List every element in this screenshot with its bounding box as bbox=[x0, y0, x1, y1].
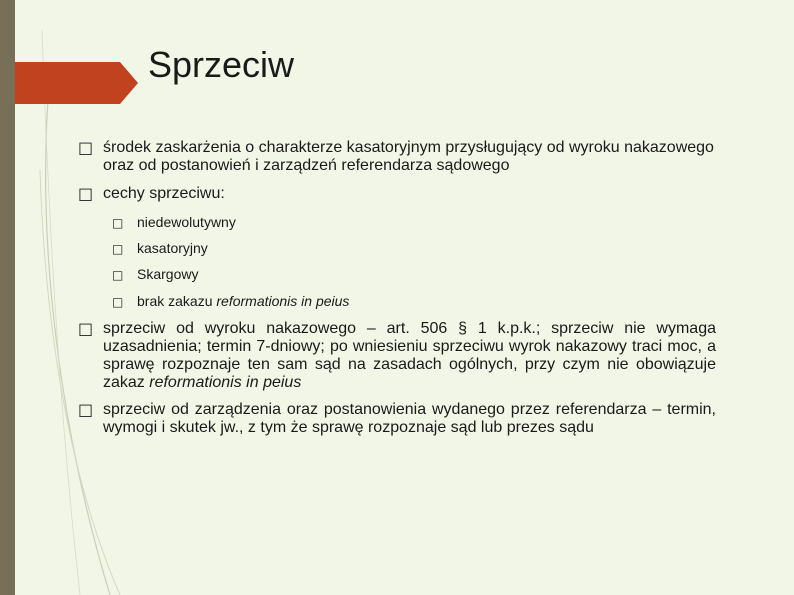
sub-bullet-icon: □ bbox=[112, 242, 124, 256]
sub-bullet-icon: □ bbox=[112, 216, 124, 230]
sub-item-1: niedewolutywny bbox=[137, 214, 236, 230]
bullet-icon: □ bbox=[78, 184, 94, 203]
slide-title: Sprzeciw bbox=[148, 44, 295, 85]
list-item-1: środek zaskarżenia o charakterze kasatoryjnym przysługujący od wyroku nakazowego oraz od postanowień i zarządzeń referendarza sądowego bbox=[103, 139, 714, 174]
list-item-3-italic: reformationis in peius bbox=[149, 374, 302, 391]
title-accent-bar bbox=[15, 62, 120, 104]
sub-item-4-text: brak zakazu bbox=[137, 293, 217, 309]
sub-bullet-icon: □ bbox=[112, 295, 124, 309]
list-item-3-text: sprzeciw od wyroku nakazowego – art. 506 § 1 k.p.k.; sprzeciw nie wymaga uzasadnienia; termin 7-dniowy; po wniesieniu sprzeciwu wyrok nakazowy traci moc, a sprawę rozpoznaje ten sam sąd na zasadach ogólnych, przy czym nie obowiązuje zakaz bbox=[103, 320, 716, 391]
bullet-icon: □ bbox=[78, 138, 94, 157]
list-item-4: sprzeciw od zarządzenia oraz postanowienia wydanego przez referendarza – termin, wymogi i skutek jw., z tym że sprawę rozpoznaje sąd lub prezes sądu bbox=[103, 401, 716, 436]
bullet-icon: □ bbox=[78, 319, 94, 338]
sub-item-4 bbox=[137, 293, 349, 309]
list-item-2: cechy sprzeciwu: bbox=[103, 185, 225, 202]
list-item-3 bbox=[103, 320, 716, 392]
bullet-icon: □ bbox=[78, 400, 94, 419]
sub-bullet-icon: □ bbox=[112, 268, 124, 282]
sub-item-4-italic: reformationis in peius bbox=[216, 293, 350, 309]
sub-item-3: Skargowy bbox=[137, 266, 199, 282]
left-border-strip bbox=[0, 0, 15, 595]
sub-item-2: kasatoryjny bbox=[137, 240, 208, 256]
